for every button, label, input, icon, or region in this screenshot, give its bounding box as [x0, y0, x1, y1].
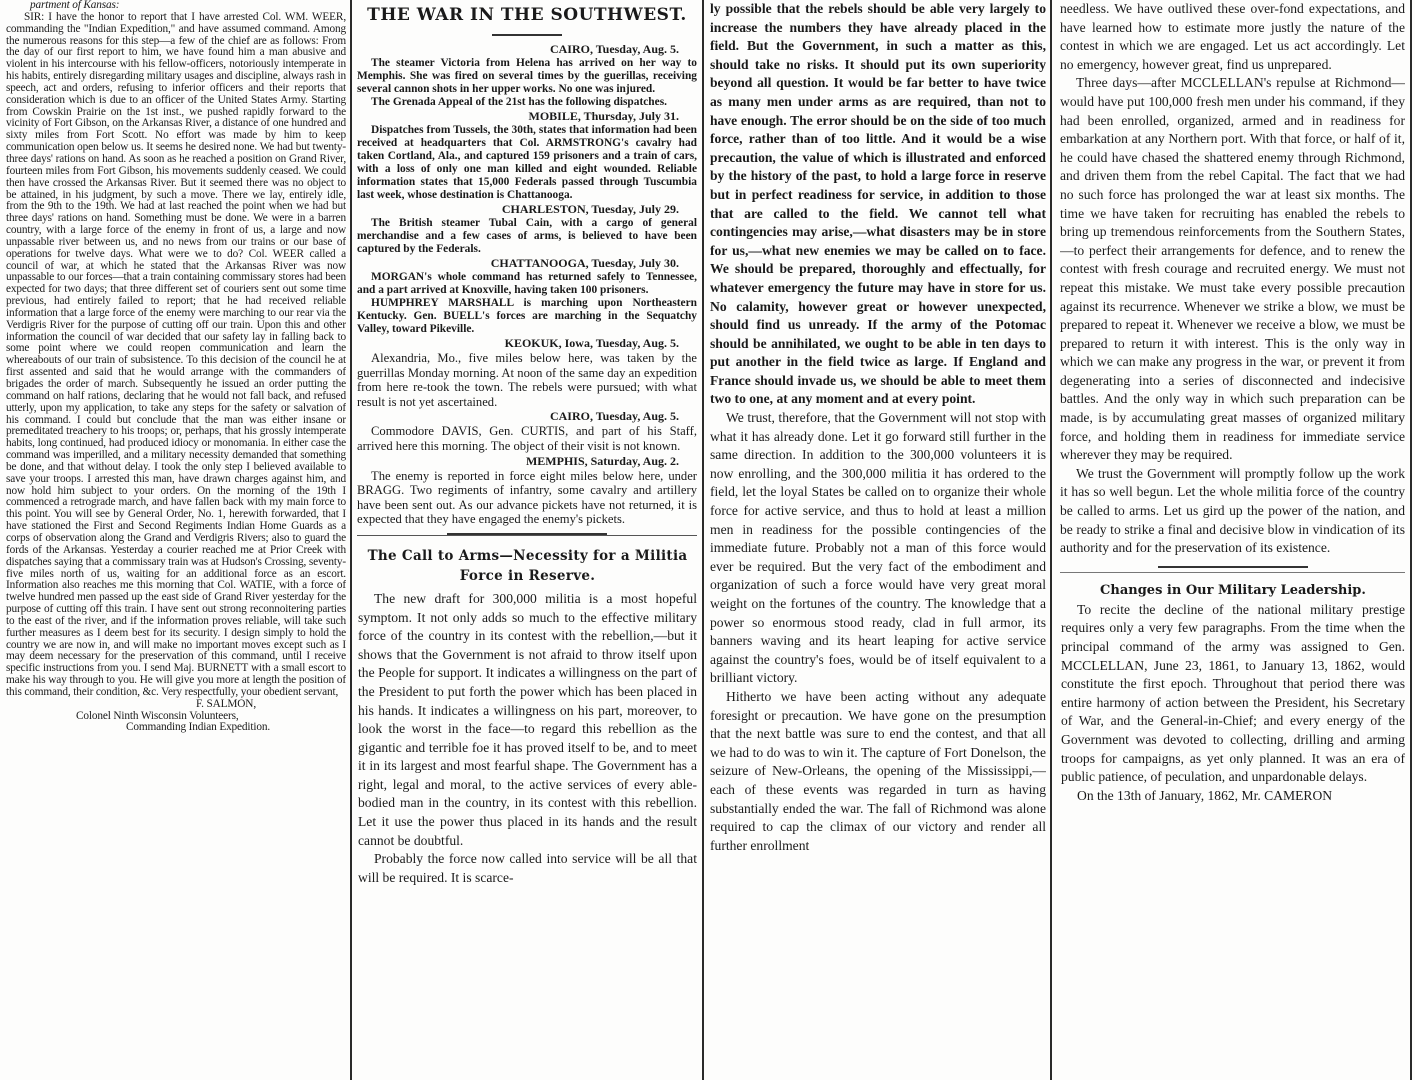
article-paragraph: Hitherto we have been acting without any adequate foresight or precaution. We have gone on the presumption that the next battle was sure to end the contest, and that all we had to do was to win it. The capture of Fort Donelson, the seizure of New-Orleans, the opening of the Mississippi,—each of these events was regarded in turn as having substantially ended the war. The fall of Richmond was alone required to cap the climax of our victory and render all further enrollment	[710, 688, 1046, 853]
dispatch-paragraph: The enemy is reported in force eight miles below here, under BRAGG. Two regiments of infantry, some cavalry and artillery have been sent out. As our advance pickets have not returned, it is expected that they have engaged the enemy's pickets.	[357, 468, 697, 527]
section-divider	[1158, 566, 1308, 568]
column-rule	[1050, 0, 1052, 1080]
signature-name: F. SALMON,	[195, 697, 256, 710]
article-paragraph: ly possible that the rebels should be able very largely to increase the numbers they have already placed in the field. But the Government, in such a matter as this, should take no risks. It should put its own superiority beyond all question. It would be far better to have twice as many men under arms as are required, than not to have enough. The error should be on the side of too much force, rather than of too little. And it would be a wise precaution, the value of which is illustrated and enforced by the history of the past, to hold a large force in reserve but in perfect readiness for service, in addition to those that are called to the field. We cannot tell what contingencies may arise,—what disasters may be in store for us,—what new enemies we may be called on to face. We should be prepared, thoroughly and effectually, for whatever emergency the future may have in store for us. No calamity, however great or however unexpected, should find us unready. If the army of the Potomac should be annihilated, we ought to be able in ten days to put another in the field twice as large. If England and France should invade us, we should be able to meet them two to one, at any moment and at every point.	[710, 1, 1046, 407]
article-paragraph: On the 13th of January, 1862, Mr. CAMERON	[1077, 787, 1333, 803]
dispatch-paragraph: The British steamer Tubal Cain, with a cargo of general merchandise and a few cases of arms, is believed to have been captured by the Federals.	[357, 217, 697, 255]
article-military-leadership	[1060, 572, 1405, 806]
dispatch-paragraph: Alexandria, Mo., five miles below here, was taken by the guerrillas Monday morning. At noon of the same day an expedition from here re-took the town. The rebels were pursued; with what result is not yet ascertained.	[357, 351, 697, 409]
article-paragraph: We trust, therefore, that the Government will not stop with what it has already done. Let it go forward still further in the same direction. In addition to the 300,000 volunteers it is now enrolling, and the 300,000 militia it has ordered to the field, let the loyal States be called on to organize their whole force for active service, and thus to hold at least a million men in readiness for the possible contingencies of the immediate future. Probably not a man of this force would ever be required. But the very fact of the embodiment and organization of such a force would have very great moral weight on the fortunes of the country. The knowledge that a power so enormous stood ready, clad in full armor, its banners waving and its heart leaping for active service against the country's foes, would be of itself equivalent to a brilliant victory.	[710, 410, 1046, 686]
column-rule	[350, 0, 352, 1080]
dateline: CHARLESTON, Tuesday, July 29.	[501, 202, 679, 216]
dispatch-lead-line: partment of Kansas:	[30, 0, 120, 11]
article-title: Changes in Our Military Leadership.	[1100, 582, 1366, 598]
column-rule	[702, 0, 704, 1080]
dispatch-paragraph: The steamer Victoria from Helena has arrived on her way to Memphis. She was fired on several times by the guerillas, receiving several cannon shots in her upper works. No one was injured.	[357, 57, 697, 95]
dateline: CAIRO, Tuesday, Aug. 5.	[549, 42, 679, 56]
article-paragraph: Three days—after MCCLELLAN's repulse at Richmond—would have put 100,000 fresh men under his command, if they had been enrolled, organized, armed and in readiness for embarkation at any Northern port. With that force, or half of it, he could have chased the shattered enemy through Richmond, and driven them from the rebel Capital. The fact that we had no such force has prolonged the war at least six months. The time we have taken for recruiting has enabled the rebels to bring up tremendous reinforcements from the Southern States,—to perfect their arrangements for defence, and to renew the contest with fresh courage and recruited energy. We must not repeat this mistake. We must take every possible precaution against its recurrence. Whenever we strike a blow, we must be prepared to repeat it. Whenever we receive a blow, we must be prepared to return it with interest. This is the only way in which we can make any progress in the war, or prevent it from degenerating into a series of disconnected and indecisive battles. And the only way in which such preparation can be made, is by accumulating great masses of organized military force, and holding them in readiness for immediate service wherever they may be required.	[1060, 75, 1405, 463]
signature-command: Commanding Indian Expedition.	[126, 721, 271, 734]
dateline: CAIRO, Tuesday, Aug. 5.	[549, 409, 679, 424]
column-4-editorial-and-leadership	[1060, 0, 1405, 1080]
article-title: The Call to Arms—Necessity for a Militia Force in Reserve.	[367, 547, 688, 584]
dateline: MOBILE, Thursday, July 31.	[528, 109, 679, 123]
signature-title: Colonel Ninth Wisconsin Volunteers,	[76, 709, 239, 722]
dispatch-paragraph: Commodore DAVIS, Gen. CURTIS, and part of his Staff, arrived here this morning. The object of their visit is not known.	[357, 424, 697, 453]
editorial-call-to-arms	[357, 535, 697, 888]
article-paragraph: We trust the Government will promptly follow up the work it has so well begun. Let the whole militia force of the country be called to arms. Let us gird up the power of the nation, and be ready to strike a final and decisive blow in vindication of its authority and for the preservation of its existence.	[1060, 465, 1405, 556]
dispatch-paragraph: The Grenada Appeal of the 21st has the following dispatches.	[371, 96, 667, 108]
section-masthead: THE WAR IN THE SOUTHWEST.	[367, 5, 687, 25]
article-paragraph: To recite the decline of the national military prestige requires only a very few paragraphs. From the time when the principal command of the army was assigned to Gen. MCCLELLAN, June 23, 1861, to January 13, 1862, would constitute the first epoch. Throughout that period there was entire harmony of action between the President, his Secretary of War, and the General-in-Chief; and every energy of the Government was devoted to collecting, drilling and arming troops for campaigns, as yet only planned. It was an era of public patience, of peculation, and unpardonable delays.	[1061, 601, 1405, 785]
dispatch-paragraph: HUMPHREY MARSHALL is marching upon Northeastern Kentucky. Gen. BUELL's forces are marching in the Sequatchy Valley, toward Pikeville.	[357, 297, 697, 335]
column-1-dispatch	[6, 0, 346, 1080]
dispatch-body: SIR: I have the honor to report that I have arrested Col. WM. WEER, commanding the "Indian Expedition," and have assumed command. Among the numerous reasons for this step—a few of the chief are as follows: From the day of our first report to him, we have found him a man abusive and violent in his intercourse with his fellow-officers, notoriously intemperate in his habits, entirely disregarding military usages and discipline, always rash in speech, act and orders, refusing to inferior officers and their reports that consideration which is due to an officer of the United States Army. Starting from Cowskin Prairie on the 1st inst., we pushed rapidly forward to the vicinity of Fort Gibson, on the Arkansas River, a distance of one hundred and sixty miles from Fort Scott. No effort was made by him to keep communication open below us. It seems he desired none. We had but twenty-three days' rations on hand. As soon as he reached a position on Grand River, fourteen miles from Fort Gibson, his movements suddenly ceased. We could then have crossed the Arkansas River. But it seemed there was no object to be attained, in his judgment, by such a move. There we lay, entirely idle, from the 9th to the 19th. We had at last reached the point when we had but three days' rations on hand. Something must be done. We were in a barren country, with a large force of the enemy in front of us, a large and now unpassable river between us, and no news from our trains or our base of operations for twelve days. What were we to do? Col. WEER called a council of war, at which he stated that the Arkansas River was now unpassable to our forces—that a train containing commissary stores had been expected for two days; that three different set of couriers sent out some time previous, had entirely failed to report; that he had received reliable information that a large force of the enemy were marching to our rear via the Verdigris River for the purpose of cutting off our train. Upon this and other information the council of war decided that our safety lay in falling back to some point where we could reopen communication and learn the whereabouts of our train of subsistence. To this decision of the council he at first assented and said that he would arrange with the commanders of brigades the order of march. Subsequently he issued an order putting the command on half rations, declaring that he would not fall back, and refused utterly, upon my application, to take any steps for the safety or salvation of his command. I could but conclude that the man was either insane or premeditated treachery to his troops; or, perhaps, that his grossly intemperate habits, long continued, had produced idiocy or monomania. In either case the command was imperilled, and a military necessity demanded that something be done, and that without delay. I took the only step I believed available to save your troops. I arrested this man, have drawn charges against him, and now hold him subject to your orders. On the morning of the 19th I commenced a retrograde march, and have fallen back with my main force to this point. You will see by General Order, No. 1, herewith forwarded, that I have stationed the First and Second Regiments Indian Home Guards as a corps of observation along the Grand and Verdigris Rivers; also to guard the fords of the Arkansas. Yesterday a courier reached me at Prior Creek with dispatches saying that a commissary train was at Hudson's Crossing, seventy-five miles north of us, waiting for an additional force as an escort. Information also reaches me this morning that Col. WATIE, with a force of twelve hundred men passed up the east side of Grand River yesterday for the purpose of cutting off this train. I have sent out strong reconnoitering parties to the east of the river, and if the information proves reliable, will take such further measures as I deem best for its security. I design simply to hold the country we are now in, and will make no important moves except such as I may deem necessary for the preservation of this command, until I receive specific instructions from you. I send Maj. BURNETT with a small escort to make his way through to you. He will give you more at length the position of this command, their condition, &c. Very respectfully, your obedient servant,	[6, 10, 346, 698]
dispatch-paragraph: MORGAN's whole command has returned safely to Tennessee, and a part arrived at Knoxville, having taken 100 prisoners.	[357, 271, 697, 296]
dateline: MEMPHIS, Saturday, Aug. 2.	[525, 453, 679, 468]
dateline: KEOKUK, Iowa, Tuesday, Aug. 5.	[504, 336, 679, 350]
dispatch-paragraph: Dispatches from Tussels, the 30th, states that information had been received at headquarters that Col. ARMSTRONG's cavalry had taken Cortland, Ala., and captured 159 prisoners and a train of cars, with a loss of only one man killed and eight wounded. Reliable information states that 15,000 Federals passed through Tuscumbia last week, whose destination is Chattanooga.	[357, 124, 697, 201]
ornament-divider	[492, 34, 562, 36]
article-paragraph: Probably the force now called into service will be all that will be required. It is scarce-	[358, 851, 697, 885]
column-rule	[1410, 0, 1412, 1080]
column-3-editorial-continued	[710, 0, 1046, 1080]
article-paragraph: needless. We have outlived these over-fond expectations, and have learned how to estimate more justly the nature of the contest in which we are engaged. Let us act accordingly. Let no emergency, however great, find us unprepared.	[1060, 1, 1405, 72]
dateline: CHATTANOOGA, Tuesday, July 30.	[490, 256, 679, 270]
article-paragraph: The new draft for 300,000 militia is a most hopeful symptom. It not only adds so much to the effective military force of the country in its contest with the rebellion,—but it shows that the Government is not afraid to throw itself upon the People for support. It indicates a willingness on the part of the President to put forth the power which has been placed in his hands. It indicates a willingness on his part, moreover, to look the worst in the face—to regard this rebellion as the gigantic and terrible foe it has proved itself to be, and to meet it in its largest and most fearful shape. The Government has a right, legal and moral, to the active services of every able-bodied man in the country, in its contest with this rebellion. Let it use the power thus placed in its hands and the result cannot be doubtful.	[358, 590, 697, 848]
column-2-war-news	[357, 0, 697, 1080]
